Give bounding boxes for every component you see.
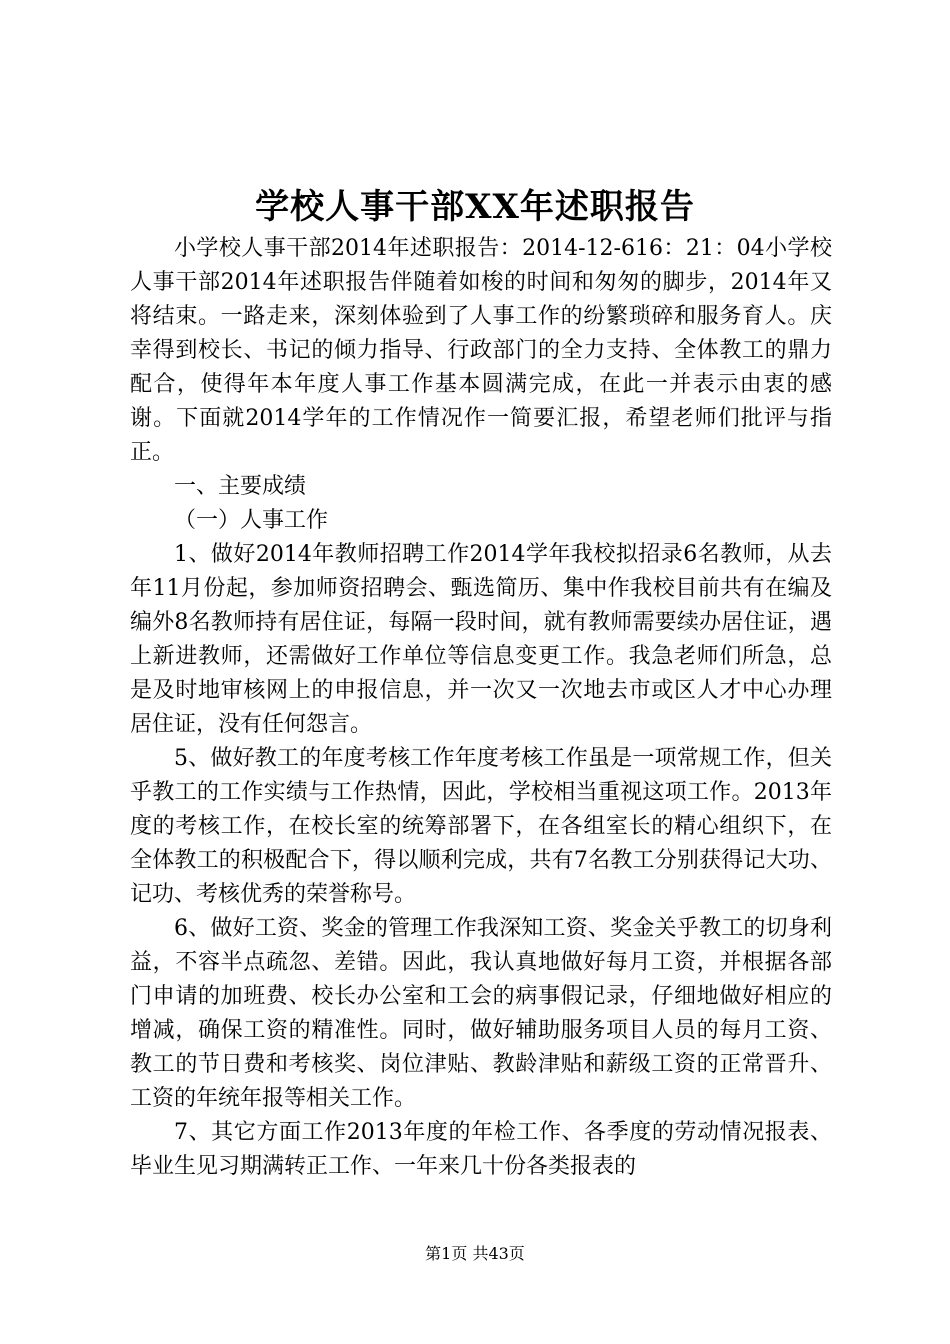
paragraph-item-5: 5、做好教工的年度考核工作年度考核工作虽是一项常规工作，但关乎教工的工作实绩与工作热情，因此，学校相当重视这项工作。2013年度的考核工作，在校长室的统筹部署下，在各组室长的精心组织下，在全体教工的积极配合下，得以顺利完成，共有7名教工分别获得记大功、记功、考核优秀的荣誉称号。: [130, 746, 832, 907]
document-title: 学校人事干部XX年述职报告: [255, 187, 695, 227]
paragraph-item-1: 1、做好2014年教师招聘工作2014学年我校拟招录6名教师，从去年11月份起，参加师资招聘会、甄选简历、集中作我校目前共有在编及编外8名教师持有居住证，每隔一段时间，就有教师需要续办居住证，遇上新进教师，还需做好工作单位等信息变更工作。我急老师们所急，总是及时地审核网上的申报信息，并一次又一次地去市或区人才中心办理居住证，没有任何怨言。: [130, 542, 832, 737]
document-body: [130, 232, 832, 1184]
page-number-footer: 第1页 共43页: [425, 1244, 525, 1263]
heading-personnel-work: （一）人事工作: [174, 508, 329, 533]
paragraph-item-6: 6、做好工资、奖金的管理工作我深知工资、奖金关乎教工的切身利益，不容半点疏忽、差错。因此，我认真地做好每月工资，并根据各部门申请的加班费、校长办公室和工会的病事假记录，仔细地做好相应的增减，确保工资的精准性。同时，做好辅助服务项目人员的每月工资、教工的节日费和考核奖、岗位津贴、教龄津贴和薪级工资的正常晋升、工资的年统年报等相关工作。: [130, 916, 832, 1111]
paragraph-intro: 小学校人事干部2014年述职报告：2014-12-616：21：04小学校人事干部2014年述职报告伴随着如梭的时间和匆匆的脚步，2014年又将结束。一路走来，深刻体验到了人事工作的纷繁琐碎和服务育人。庆幸得到校长、书记的倾力指导、行政部门的全力支持、全体教工的鼎力配合，使得年本年度人事工作基本圆满完成，在此一并表示由衷的感谢。下面就2014学年的工作情况作一简要汇报，希望老师们批评与指正。: [130, 236, 832, 465]
paragraph-item-7: 7、其它方面工作2013年度的年检工作、各季度的劳动情况报表、毕业生见习期满转正工作、一年来几十份各类报表的: [130, 1120, 832, 1179]
heading-main-achievements: 一、主要成绩: [174, 474, 307, 499]
